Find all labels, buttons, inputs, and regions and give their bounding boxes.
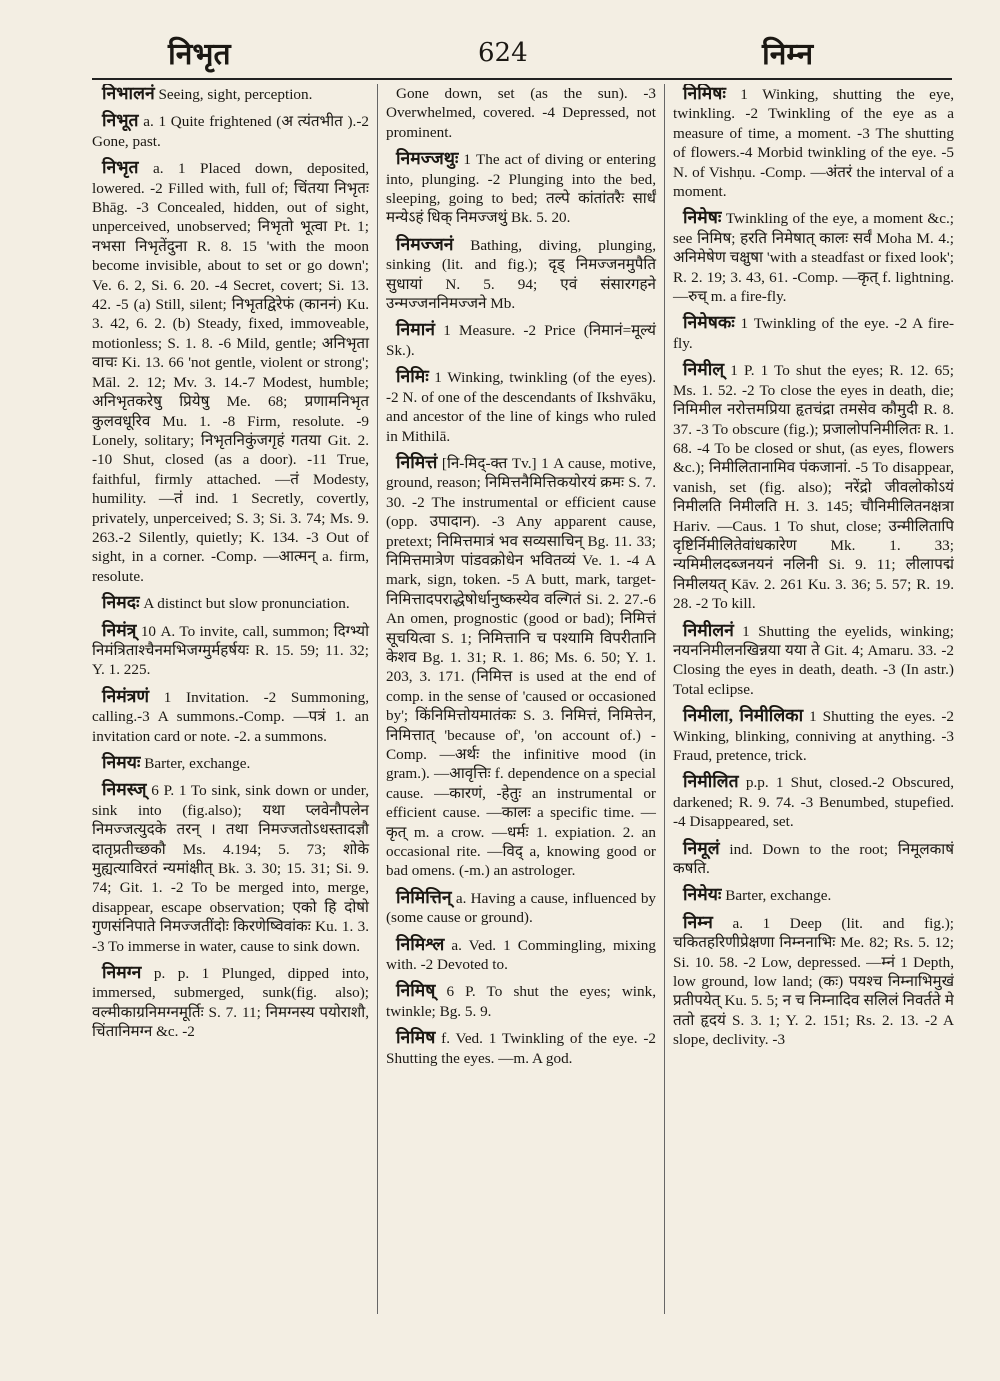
- entry-text: Barter, exchange.: [144, 755, 251, 772]
- dictionary-entry: [386, 367, 656, 446]
- dictionary-entry: [673, 208, 954, 306]
- entry-text: 1 Twinkling of the eye. -2 A fire-fly.: [673, 315, 954, 352]
- dictionary-entry: [92, 753, 369, 773]
- entry-text: a. 1 Placed down, deposited, lowered. -2 Filled with, full of; चिंतया निभृतः Bhāg. -3 Concealed, hidden, out of sight, unperceived, unobserved; निभृतो भूत्वा Pt. 1; नभसा निभृतेंदुना R. 8. 15 'with the moon become invisible, about to set or go down'; Ve. 6. 2, Si. 6. 20. -4 Secret, covert; Si. 13. 42. -5 (a) Still, silent; निभृतद्विरेफं (काननं) Ku. 3. 42, 6. 2. (b) Steady, fixed, immoveable, motionless; S. 1. 8. -6 Mild, gentle; अनिभृता वाचः Ki. 13. 66 'not gentle, violent or strong'; Māl. 2. 12; Mv. 3. 14.-7 Modest, humble; अनिभृतकरेषु प्रियेषु Me. 68; प्रणामनिभृत कुलवधूरिव Mu. 1. -8 Firm, resolute. -9 Lonely, solitary; निभृतनिकुंजगृहं गतया Git. 2. -10 Shut, closed (as a door). -11 True, faithful, firmly attached. —तं Modesty, humility. —तं ind. 1 Secretly, covertly, privately, unperceived; S. 3; Si. 3. 74; Ms. 9. 263.-2 Silently, quietly; K. 134. -3 Out of sight, in a corner. -Comp. —आत्मन् a. firm, resolute.: [92, 160, 370, 585]
- entry-headword: निमित्तं: [396, 451, 438, 472]
- dictionary-entry: [92, 963, 369, 1042]
- entry-headword: निमानं: [396, 319, 435, 340]
- dictionary-entry: [92, 111, 369, 151]
- dictionary-entry: [386, 1028, 656, 1068]
- dictionary-entry: [92, 687, 369, 746]
- entry-headword: निमेषः: [683, 207, 722, 228]
- dictionary-entry: [673, 706, 954, 765]
- dictionary-entry: [386, 981, 656, 1021]
- entry-headword: निमयः: [102, 752, 141, 772]
- entry-headword: निमीलित: [683, 771, 739, 792]
- header-rule: [92, 78, 952, 80]
- dictionary-entry: [673, 313, 954, 353]
- entry-text: Twinkling of the eye, a moment &c.; see निमिष; हरति निमेषात् कालः सर्वं Moha M. 4.; अनिमेषेण चक्षुषा 'with a steadfast or fixed look'; R. 2. 19; 3. 43, 61. -Comp. —कृत् f. lightning. —रुच् m. a fire-fly.: [673, 210, 954, 306]
- entry-headword: निभूत: [102, 110, 139, 131]
- right-running-headword: निम्न: [762, 37, 814, 72]
- entry-text: 1 Winking, shutting the eye, twinkling. -2 Twinkling of the eye as a measure of time, a moment. -3 The shutting of flowers.-4 Morbid twinkling of the eye. -5 N. of Vishṇu. -Comp. —अंतरं the interval of a moment.: [673, 86, 954, 201]
- entry-text: a. 1 Quite frightened (अ त्यंतभीत ).-2 Gone, past.: [92, 113, 370, 150]
- entry-headword: निमेयः: [683, 884, 722, 905]
- entry-headword: निमस्ज्: [102, 779, 147, 800]
- entry-text: 1 The act of diving or entering into, plunging. -2 Plunging into the bed, sleeping, going to bed; तल्पे कांतांतरैः सार्धं मन्येऽहं धिक् निमज्जथुं Bk. 5. 20.: [386, 151, 656, 227]
- dictionary-entry: [386, 888, 656, 928]
- column-3: [664, 84, 954, 1314]
- entry-headword: निमग्न: [102, 962, 142, 983]
- dictionary-entry: [673, 772, 954, 831]
- entry-text: ind. Down to the root; निमूलकाषं कषति.: [673, 840, 954, 878]
- dictionary-entry: [386, 453, 656, 881]
- entry-headword: निमील्: [683, 359, 725, 380]
- entry-text: a. Ved. 1 Commingling, mixing with. -2 Devoted to.: [386, 936, 656, 974]
- dictionary-entry: [386, 320, 656, 360]
- entry-headword: निमिः: [396, 366, 429, 387]
- entry-headword: निमिष्: [396, 980, 436, 1001]
- entry-text: Barter, exchange.: [725, 887, 832, 905]
- dictionary-entry: [673, 84, 954, 201]
- entry-text: Gone down, set (as the sun). -3 Overwhelmed, covered. -4 Depressed, not prominent.: [386, 85, 656, 141]
- entry-headword: निमिष: [396, 1027, 436, 1048]
- entry-headword: निमेषकः: [683, 312, 735, 333]
- page-number: 624: [478, 38, 528, 68]
- entry-headword: निमिश्ल: [396, 933, 445, 954]
- entry-headword: निभृत: [102, 157, 139, 178]
- entry-text: 1 Winking, twinkling (of the eyes). -2 N. of one of the descendants of Ikshvāku, and ancestor of the line of kings who ruled in Mithilā.: [386, 369, 656, 445]
- entry-headword: निमित्तिन्: [396, 886, 452, 907]
- dictionary-entry: [673, 360, 954, 613]
- entry-headword: निमूलं: [683, 837, 720, 858]
- entry-headword: निमज्जथुः: [396, 148, 459, 169]
- text-columns: [92, 84, 954, 1314]
- entry-text: 1 Shutting the eyes. -2 Winking, blinking, conniving at anything. -3 Fraud, pretence, trick.: [673, 708, 954, 764]
- entry-text: 1 Invitation. -2 Summoning, calling.-3 A summons.-Comp. —पत्रं 1. an invitation card or note. -2. a summons.: [92, 688, 369, 745]
- entry-headword: निमज्जनं: [396, 233, 454, 254]
- dictionary-entry: [92, 621, 369, 680]
- dictionary-entry: [386, 235, 656, 314]
- entry-headword: निमदः: [102, 592, 140, 613]
- left-running-headword: निभृत: [168, 37, 231, 72]
- entry-text: a. 1 Deep (lit. and fig.); चकितहरिणीप्रेक्षणा निम्ननाभिः Me. 82; Rs. 5. 12; Si. 10. 58. -2 Low, depressed. —म्नं 1 Depth, low ground, low land; (कः) पयश्च निम्नाभिमुखं प्रतीपयेत् Ku. 5. 5; न च निम्नादिव सलिलं निवर्तते मे ततो हृदयं S. 3. 1; Y. 2. 151; Rs. 2. 13. -2 A slope, declivity. -3: [673, 914, 954, 1049]
- entry-headword: निमिषः: [683, 84, 726, 103]
- entry-headword: निमीला, निमीलिका: [683, 705, 804, 726]
- entry-text: 6 P. To shut the eyes; wink, twinkle; Bg. 5. 9.: [386, 983, 657, 1020]
- column-1: [92, 84, 377, 1314]
- entry-headword: निभालनं: [102, 84, 155, 103]
- entry-text: Bathing, diving, plunging, sinking (lit. and fig.); दृड् निमज्जनमुपैति सुधायां N. 5. 94; एवं संसारगहने उन्मज्जननिमज्जने Mb.: [386, 236, 656, 313]
- column-2: [377, 84, 664, 1314]
- entry-text: 1 P. 1 To shut the eyes; R. 12. 65; Ms. 1. 52. -2 To close the eyes in death, die; निमिमील नरोत्तमप्रिया हृतचंद्रा तमसेव कौमुदी R. 8. 37. -3 To obscure (fig.); प्रजालोपनिमीलितः R. 1. 68. -4 To be closed or shut, (as eyes, flowers &c.); निमीलितानामिव पंकजानां. -5 To disappear, vanish, set (fig. also); नरेंद्रो जीवलोकोऽयं निमीलति निमीलति H. 3. 145; चौनिमीलितनक्षत्रा Hariv. —Caus. 1 To shut, close; उन्मीलितापि दृष्टिर्निमीलितेवांधकारेण Mk. 1. 33; न्यमिमीलदब्जनयनं नलिनी Si. 9. 11; लीलापद्मं निमीलयत् Kāv. 2. 261 Ku. 3. 36; 5. 57; R. 19. 28. -2 To kill.: [673, 362, 954, 613]
- entry-text: 10 A. To invite, call, summon; दिग्भ्यो निमंत्रिताश्चैनमभिजग्मुर्महर्षयः R. 15. 59; 11. 32; Y. 1. 225.: [92, 622, 369, 679]
- dictionary-entry: [386, 935, 656, 975]
- dictionary-entry: [92, 158, 369, 586]
- entry-headword: निमंत्र्: [102, 619, 137, 640]
- entry-text: 1 Measure. -2 Price (निमानं=मूल्यं Sk.).: [386, 322, 656, 359]
- entry-text: [नि-मिद्-क्त Tv.] 1 A cause, motive, ground, reason; निमित्तनैमित्तिकयोरयं क्रमः S. 7. 30. -2 The instrumental or efficient cause (opp. उपादान). -3 Any apparent cause, pretext; निमित्तमात्रं भव सव्यसाचिन् Bg. 11. 33; निमित्तमात्रेण पांडवक्रोधेन भवितव्यं Ve. 1. -4 A mark, sign, token. -5 A butt, mark, target-निमित्तादपराद्धेषोर्धानुष्कस्येव वल्गितं Si. 2. 27.-6 An omen, prognostic (good or bad); निमित्तं सूचयित्वा S. 1; निमित्तानि च पश्यामि विपरीतानि केशव Bg. 1. 31; R. 1. 86; Ms. 6. 50; Y. 1. 203, 3. 171. (निमित्त is used at the end of comp. in the sense of 'caused or occasioned by'; किंनिमित्तोयमातंकः S. 3. निमित्तं, निमित्तेन, निमित्तात् 'because of', 'on account of.) -Comp. —अर्थः the infinitive mood (in gram.). —आवृत्तिः f. dependence on a special cause. —कारणं, -हेतुः an instrumental or efficient cause. —कालः a specific time. —कृत् m. a crow. —धर्मः 1. expiation. 2. an occasional rite. —विद् a, knowing good or bad omens. (-m.) an astrologer.: [386, 454, 656, 880]
- entry-text: Seeing, sight, perception.: [158, 86, 313, 103]
- entry-text: 6 P. 1 To sink, sink down or under, sink into (fig.also); यथा प्लवेनौपलेन निमज्जत्युदके तरन् । तथा निमज्जतोऽधस्तादज्ञौ दातृप्रतीच्छकौ Ms. 4.194; 5. 73; शोके मुह्यत्याविरतं न्यमांक्षीत् Bk. 3. 30; 15. 31; Si. 9. 74; Git. 1. -2 To be merged into, merge, disappear, escape observation; एको हि दोषो गुणसंनिपाते निमज्जतींदोः किरणेष्विवांकः Ku. 1. 3. -3 To immerse in water, cause to sink down.: [92, 782, 369, 955]
- entry-text: 1 Shutting the eyelids, winking; नयननिमीलनखिन्नया यया ते Git. 4; Amaru. 33. -2 Closing the eyes in death, death. -3 (In astr.) Total eclipse.: [673, 622, 954, 698]
- dictionary-entry: [92, 780, 369, 956]
- dictionary-entry: [92, 593, 369, 613]
- entry-headword: निमीलनं: [683, 619, 734, 640]
- entry-text: p.p. 1 Shut, closed.-2 Obscured, darkened; R. 9. 74. -3 Benumbed, stupefied. -4 Disappeared, set.: [673, 774, 954, 831]
- entry-text: a. Having a cause, influenced by (some cause or ground).: [386, 889, 657, 927]
- dictionary-entry: [673, 913, 954, 1050]
- entry-headword: निमंत्रणं: [102, 685, 150, 706]
- page-header: [0, 28, 1000, 78]
- entry-headword: निम्न: [683, 911, 713, 932]
- entry-text: p. p. 1 Plunged, dipped into, immersed, submerged, sunk(fig. also); वल्मीकाग्रनिमग्नमूर्तिः S. 7. 11; निमग्नस्य पयोराशौ, चिंतानिमग्न &c. -2: [92, 965, 370, 1041]
- dictionary-entry: [386, 149, 656, 228]
- dictionary-entry: [92, 84, 369, 104]
- dictionary-entry: [673, 839, 954, 879]
- dictionary-entry: [673, 621, 954, 700]
- entry-text: f. Ved. 1 Twinkling of the eye. -2 Shutting the eyes. —m. A god.: [386, 1030, 656, 1067]
- entry-text: A distinct but slow pronunciation.: [143, 595, 350, 613]
- dictionary-entry: [673, 885, 954, 905]
- dictionary-entry: [386, 84, 656, 142]
